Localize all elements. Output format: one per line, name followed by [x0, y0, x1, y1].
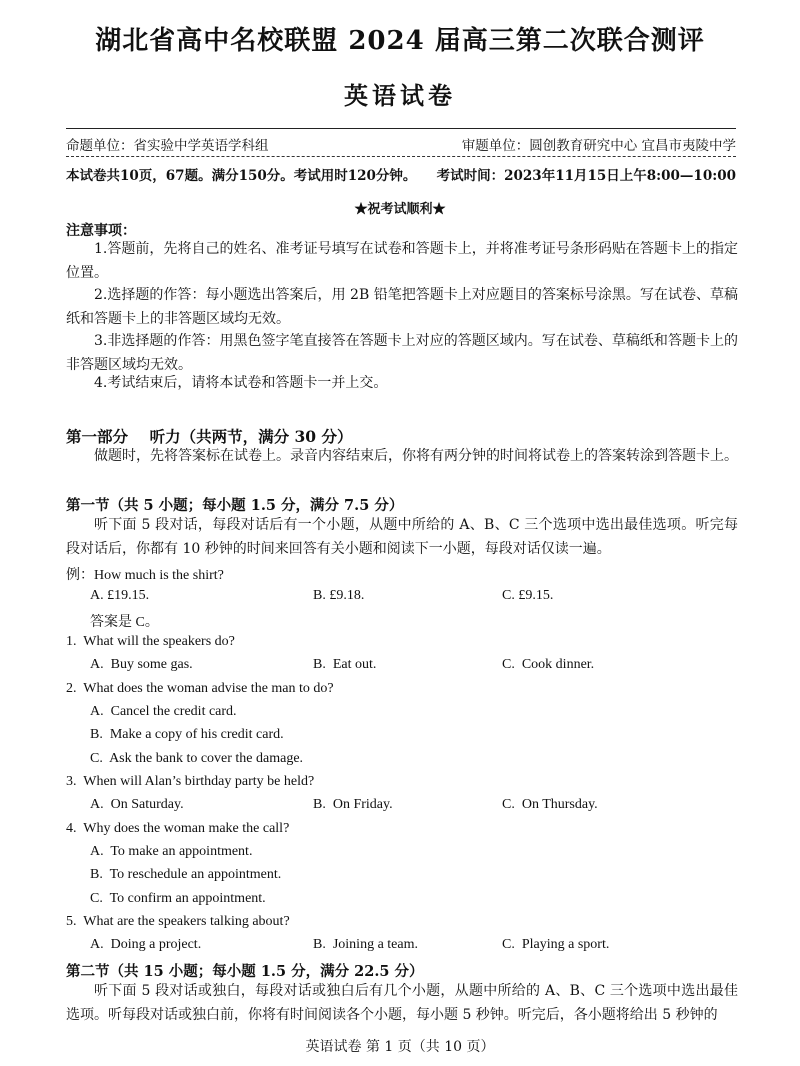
section2-intro: 听下面 5 段对话或独白，每段对话或独白后有几个小题，从题中所给的 A、B、C 三个选项中选出最佳选项。听每段对话或独白前，你将有时间阅读各个小题，每小题 5 秒钟。听完后，各小题将给出 5 秒钟的 — [66, 983, 738, 1023]
part1-intro: 做题时，先将答案标在试卷上。录音内容结束后，你将有两分钟的时间将试卷上的答案转涂到答题卡上。 — [94, 448, 738, 464]
exam-subject: 英语试卷 — [344, 81, 456, 110]
section1-intro: 听下面 5 段对话，每段对话后有一个小题，从题中所给的 A、B、C 三个选项中选出最佳选项。听完每段对话后，你都有 10 秒钟的时间来回答有关小题和阅读下一小题，每段对话仅读一遍。 — [66, 517, 738, 557]
question-4: 4. Why does the woman make the call? — [66, 821, 290, 836]
notice-item-2: 2.选择题的作答：每小题选出答案后，用 2B 铅笔把答题卡上对应题目的答案标号涂黑。写在试卷、草稿纸和答题卡上的非答题区域均无效。 — [66, 287, 738, 327]
exam-time: 考试时间：2023年11月15日上午8:00—10:00 — [436, 168, 736, 184]
question-5-option-c: C. Playing a sport. — [502, 937, 610, 952]
question-3-option-a: A. On Saturday. — [90, 797, 184, 812]
question-1: 1. What will the speakers do? — [66, 634, 235, 649]
exam-info: 本试卷共10页，67题。满分150分。考试用时120分钟。 — [66, 168, 417, 184]
notice-item-3: 3.非选择题的作答：用黑色签字笔直接答在答题卡上对应的答题区域内。写在试卷、草稿纸和答题卡上的非答题区域均无效。 — [66, 333, 738, 373]
header-dashed-rule — [66, 156, 736, 157]
question-4-option-b: B. To reschedule an appointment. — [90, 867, 282, 882]
section1-heading: 第一节（共 5 小题；每小题 1.5 分，满分 7.5 分） — [66, 497, 404, 514]
question-1-option-c: C. Cook dinner. — [502, 657, 595, 672]
question-3: 3. When will Alan’s birthday party be held? — [66, 774, 315, 789]
question-2-option-b: B. Make a copy of his credit card. — [90, 727, 284, 742]
example-answer: 答案是 C。 — [90, 615, 159, 630]
example-option-b: B. £9.18. — [313, 588, 365, 603]
question-3-option-b: B. On Friday. — [313, 797, 393, 812]
notice-item-1: 1.答题前，先将自己的姓名、准考证号填写在试卷和答题卡上，并将准考证号条形码贴在答题卡上的指定位置。 — [66, 241, 738, 281]
exam-info-row — [66, 164, 736, 184]
question-2: 2. What does the woman advise the man to do? — [66, 681, 334, 696]
notice-item-4: 4.考试结束后，请将本试卷和答题卡一并上交。 — [94, 375, 388, 391]
question-4-option-c: C. To confirm an appointment. — [90, 891, 266, 906]
notice-heading: 注意事项： — [66, 223, 136, 239]
example-option-c: C. £9.15. — [502, 588, 554, 603]
question-5-option-a: A. Doing a project. — [90, 937, 202, 952]
question-3-option-c: C. On Thursday. — [502, 797, 598, 812]
header-top-rule — [66, 128, 736, 129]
question-2-option-a: A. Cancel the credit card. — [90, 704, 237, 719]
good-luck-banner: ★祝考试顺利★ — [354, 202, 446, 217]
exam-title: 湖北省高中名校联盟 2024 届高三第二次联合测评 — [95, 26, 705, 56]
question-5-option-b: B. Joining a team. — [313, 937, 418, 952]
section2-heading: 第二节（共 15 小题；每小题 1.5 分，满分 22.5 分） — [66, 963, 424, 980]
question-1-option-b: B. Eat out. — [313, 657, 377, 672]
example-question: 例：How much is the shirt? — [66, 568, 224, 583]
part1-heading: 第一部分 听力（共两节，满分 30 分） — [66, 427, 353, 446]
question-4-option-a: A. To make an appointment. — [90, 844, 253, 859]
page-footer: 英语试卷 第 1 页（共 10 页） — [305, 1039, 495, 1055]
example-option-a: A. £19.15. — [90, 588, 150, 603]
review-unit: 审题单位：圆创教育研究中心 宜昌市夷陵中学 — [461, 138, 736, 154]
question-2-option-c: C. Ask the bank to cover the damage. — [90, 751, 304, 766]
author-unit: 命题单位：省实验中学英语学科组 — [66, 138, 269, 154]
question-5: 5. What are the speakers talking about? — [66, 914, 290, 929]
units-row — [66, 134, 736, 154]
question-1-option-a: A. Buy some gas. — [90, 657, 193, 672]
